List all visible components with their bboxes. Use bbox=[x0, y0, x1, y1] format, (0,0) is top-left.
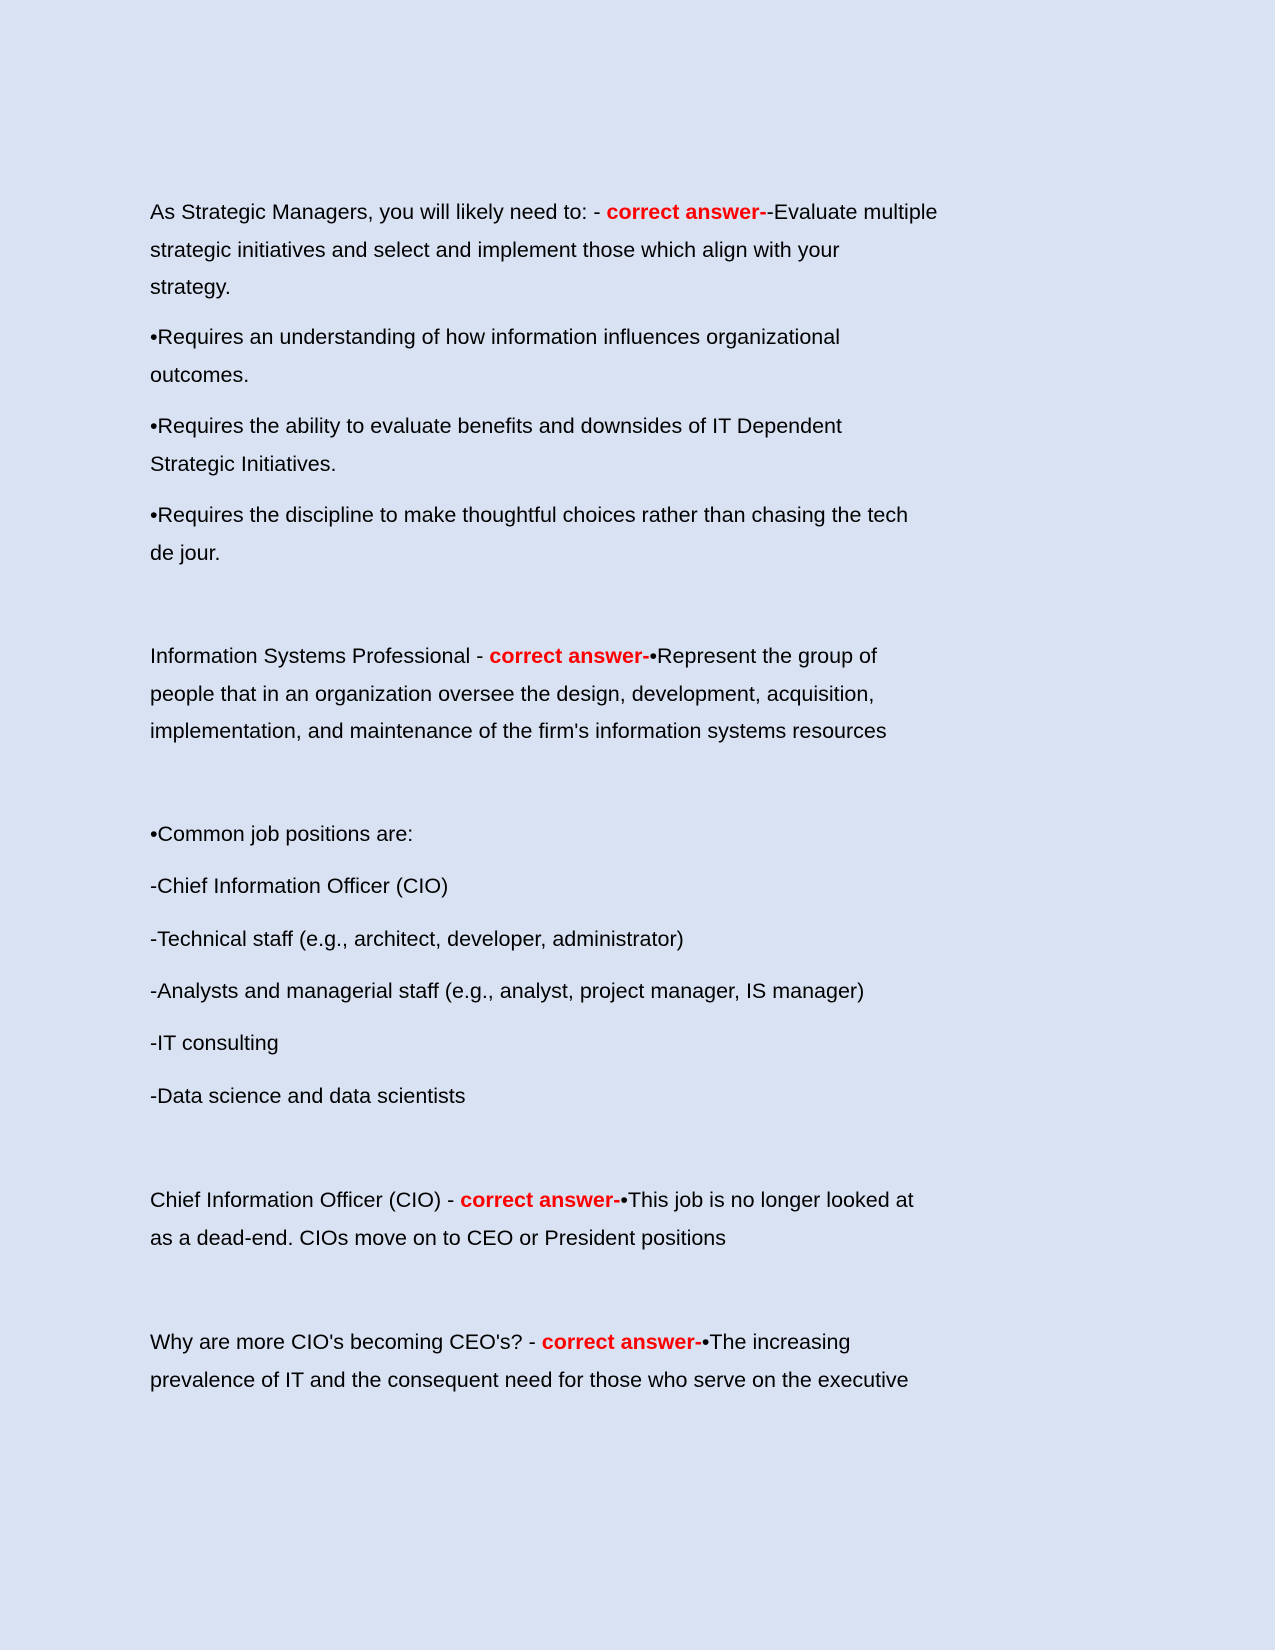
text-line bbox=[150, 497, 908, 535]
text: strategy. bbox=[150, 275, 231, 299]
text: -Data science and data scientists bbox=[150, 1084, 466, 1108]
text: •Common job positions are: bbox=[150, 822, 414, 846]
text: Strategic Initiatives. bbox=[150, 451, 337, 476]
text-line bbox=[150, 408, 842, 446]
correct-answer-label: correct answer- bbox=[541, 1330, 702, 1354]
text-line bbox=[150, 319, 840, 357]
text-line bbox=[150, 194, 938, 232]
text: Why are more CIO's becoming CEO's? - bbox=[150, 1330, 542, 1354]
text-line bbox=[150, 973, 864, 1011]
text: As Strategic Managers, you will likely need to: - bbox=[150, 200, 607, 224]
text-line bbox=[150, 1182, 914, 1220]
paragraph bbox=[150, 1025, 279, 1063]
paragraph bbox=[150, 194, 938, 307]
text-line bbox=[150, 1025, 279, 1063]
paragraph bbox=[150, 497, 908, 572]
text-line bbox=[150, 269, 938, 307]
text-line bbox=[150, 868, 448, 906]
text: as a dead-end. CIOs move on to CEO or President positions bbox=[150, 1225, 727, 1250]
text-line bbox=[150, 357, 840, 395]
text: •Requires the ability to evaluate benefits and downsides of IT Dependent bbox=[150, 414, 842, 438]
text-line bbox=[150, 535, 908, 573]
text: -Chief Information Officer (CIO) bbox=[150, 874, 449, 898]
text: Information Systems Professional - bbox=[150, 644, 490, 668]
paragraph bbox=[150, 1324, 909, 1399]
text-line bbox=[150, 1362, 909, 1400]
text-line bbox=[150, 816, 413, 854]
text-line bbox=[150, 1078, 466, 1116]
answer-text: •Represent the group of bbox=[649, 644, 877, 668]
paragraph bbox=[150, 319, 840, 394]
text: implementation, and maintenance of the firm's information systems resources bbox=[150, 719, 887, 743]
answer-text: -Evaluate multiple bbox=[766, 200, 938, 224]
correct-answer-label: correct answer- bbox=[460, 1188, 621, 1212]
text: Chief Information Officer (CIO) - bbox=[150, 1188, 461, 1212]
text: -Analysts and managerial staff (e.g., analyst, project manager, IS manager) bbox=[150, 979, 865, 1003]
paragraph bbox=[150, 1182, 914, 1257]
text-line bbox=[150, 446, 842, 484]
text-line bbox=[150, 638, 887, 676]
text: prevalence of IT and the consequent need for those who serve on the executive bbox=[150, 1367, 909, 1392]
paragraph bbox=[150, 921, 684, 959]
text-line bbox=[150, 676, 887, 714]
text-line bbox=[150, 232, 938, 270]
paragraph bbox=[150, 816, 413, 854]
text: people that in an organization oversee the design, development, acquisition, bbox=[150, 681, 875, 706]
text-line bbox=[150, 1220, 914, 1258]
paragraph bbox=[150, 868, 448, 906]
text-line bbox=[150, 1324, 909, 1362]
text: -Technical staff (e.g., architect, developer, administrator) bbox=[150, 927, 684, 951]
text: strategic initiatives and select and implement those which align with your bbox=[150, 237, 840, 262]
text-line bbox=[150, 713, 887, 751]
correct-answer-label: correct answer- bbox=[489, 644, 650, 668]
text: •Requires an understanding of how information influences organizational bbox=[150, 325, 840, 349]
text: •Requires the discipline to make thoughtful choices rather than chasing the tech bbox=[150, 503, 909, 527]
text-line bbox=[150, 921, 684, 959]
paragraph bbox=[150, 973, 864, 1011]
correct-answer-label: correct answer- bbox=[606, 200, 767, 224]
text: outcomes. bbox=[150, 362, 250, 387]
paragraph bbox=[150, 1078, 466, 1116]
text: de jour. bbox=[150, 540, 221, 565]
answer-text: •This job is no longer looked at bbox=[620, 1188, 914, 1212]
answer-text: •The increasing bbox=[701, 1330, 851, 1354]
text: -IT consulting bbox=[150, 1031, 279, 1055]
paragraph bbox=[150, 408, 842, 483]
paragraph bbox=[150, 638, 887, 751]
